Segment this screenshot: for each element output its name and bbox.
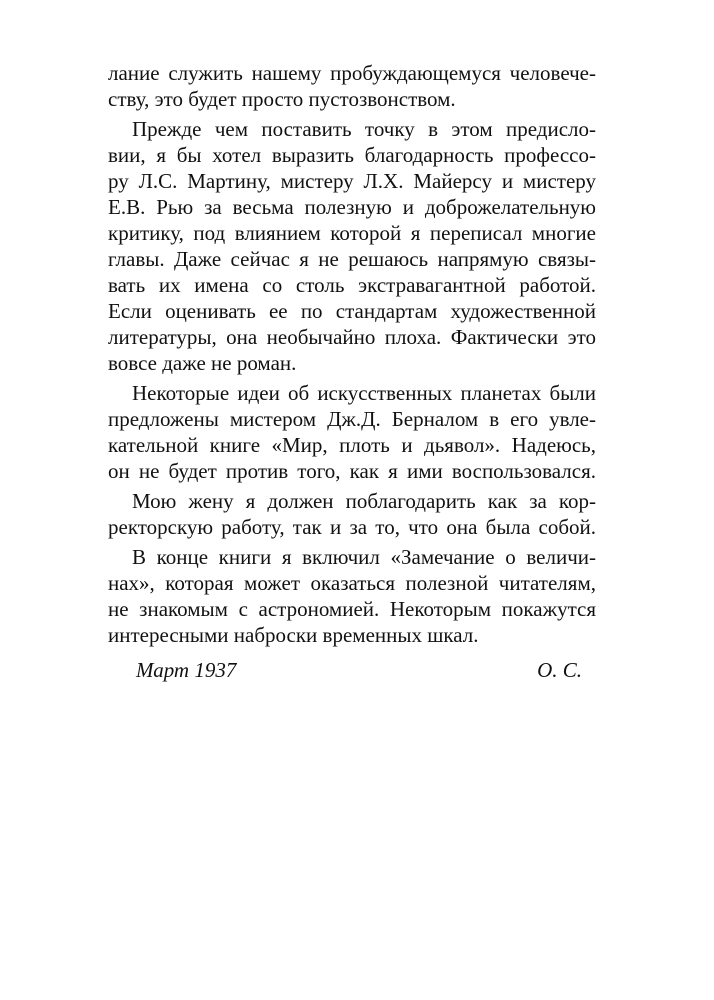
text-line: ству, это будет просто пустозвонством. xyxy=(108,87,456,111)
text-line: интересными наброски временных шкал. xyxy=(108,623,479,647)
text-line: критику, под влиянием которой я переписал многие xyxy=(108,221,596,245)
text-line: литературы, она необычайно плоха. Фактически это xyxy=(108,325,596,349)
text-line: главы. Даже сейчас я не решаюсь напрямую связы- xyxy=(108,247,596,271)
text-line: вать их имена со столь экстравагантной работой. xyxy=(108,273,596,297)
signoff-initials: О. С. xyxy=(537,658,582,682)
signoff xyxy=(136,658,582,686)
signoff-date: Март 1937 xyxy=(136,658,237,682)
text-line: ректорскую работу, так и за то, что она была собой. xyxy=(108,515,596,539)
paragraph xyxy=(108,60,596,112)
text-line: Е.В. Рью за весьма полезную и доброжелательную xyxy=(108,195,596,219)
text-line: вии, я бы хотел выразить благодарность профессо- xyxy=(108,143,596,167)
paragraph xyxy=(108,116,596,376)
paragraph xyxy=(108,380,596,484)
text-line: не знакомым с астрономией. Некоторым покажутся xyxy=(108,597,596,621)
text-line: лание служить нашему пробуждающемуся человече- xyxy=(108,61,596,85)
text-line: ру Л.С. Мартину, мистеру Л.Х. Майерсу и мистеру xyxy=(108,169,596,193)
paragraph xyxy=(108,488,596,540)
text-line: вовсе даже не роман. xyxy=(108,351,297,375)
text-line: В конце книги я включил «Замечание о величи- xyxy=(132,545,596,569)
text-line: Если оценивать ее по стандартам художественной xyxy=(108,299,596,323)
text-line: Мою жену я должен поблагодарить как за кор- xyxy=(132,489,596,513)
text-line: он не будет против того, как я ими воспользовался. xyxy=(108,459,596,483)
text-line: предложены мистером Дж.Д. Берналом в его увле- xyxy=(108,407,596,431)
paragraph xyxy=(108,544,596,648)
text-line: Некоторые идеи об искусственных планетах были xyxy=(132,381,596,405)
text-line: нах», которая может оказаться полезной читателям, xyxy=(108,571,596,595)
preface-text xyxy=(108,60,596,648)
text-line: кательной книге «Мир, плоть и дьявол». Надеюсь, xyxy=(108,433,596,457)
text-line: Прежде чем поставить точку в этом предисло- xyxy=(132,117,596,141)
